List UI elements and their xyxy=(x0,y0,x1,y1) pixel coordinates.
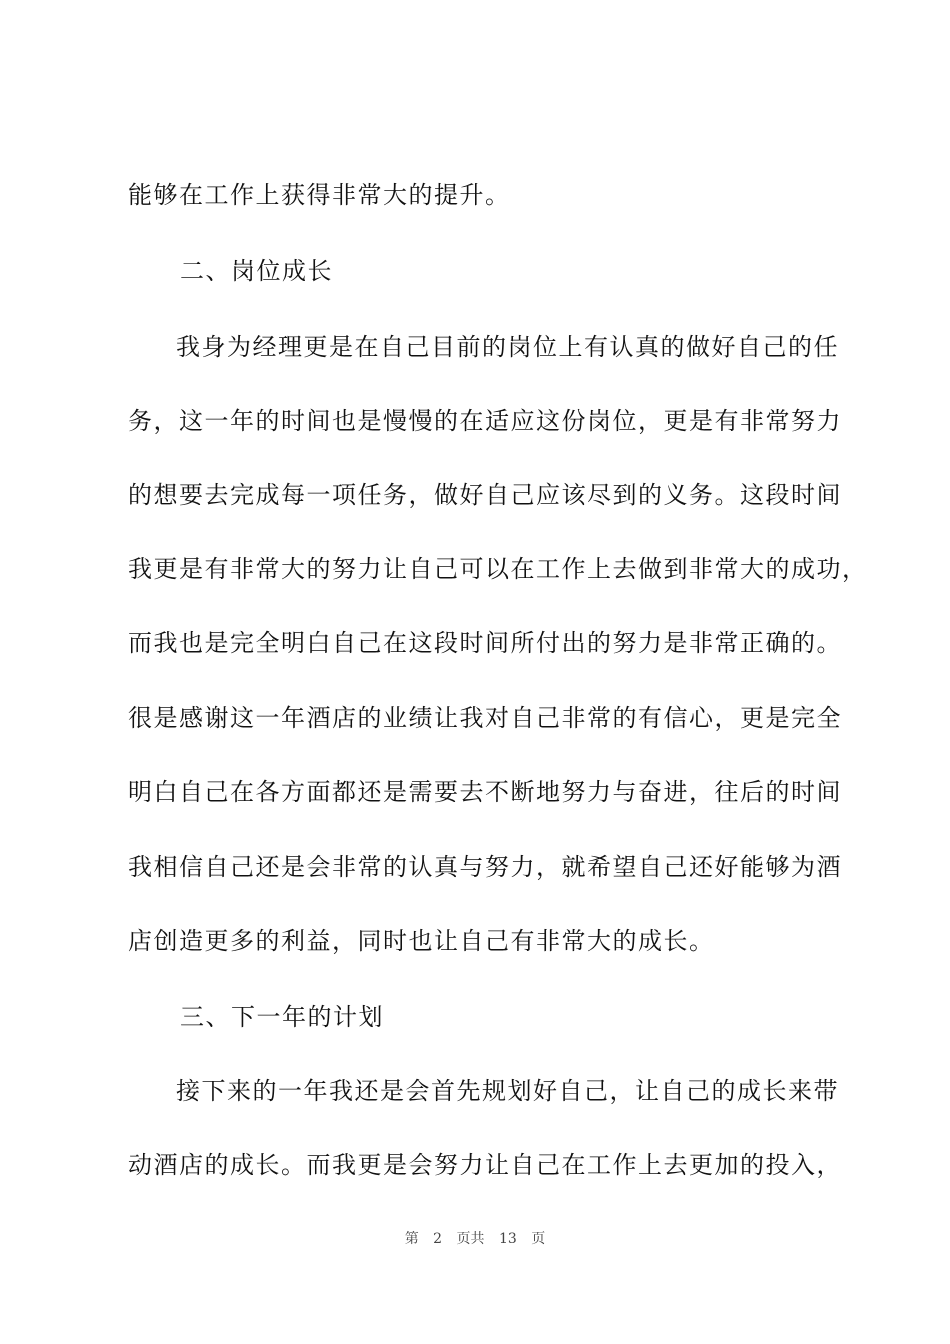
paragraph-line: 接下来的一年我还是会首先规划好自己，让自己的成长来带 xyxy=(176,1077,839,1105)
section-heading: 二、岗位成长 xyxy=(180,257,333,285)
paragraph-line: 明白自己在各方面都还是需要去不断地努力与奋进，往后的时间 xyxy=(128,778,842,806)
paragraph-line: 店创造更多的利益，同时也让自己有非常大的成长。 xyxy=(128,927,715,955)
paragraph-line: 能够在工作上获得非常大的提升。 xyxy=(128,181,511,209)
paragraph-line: 动酒店的成长。而我更是会努力让自己在工作上去更加的投入， xyxy=(128,1151,842,1179)
paragraph-line: 务，这一年的时间也是慢慢的在适应这份岗位，更是有非常努力 xyxy=(128,407,842,435)
paragraph-line: 的想要去完成每一项任务，做好自己应该尽到的义务。这段时间 xyxy=(128,481,842,509)
paragraph-line: 我相信自己还是会非常的认真与努力，就希望自己还好能够为酒 xyxy=(128,853,842,881)
section-heading: 三、下一年的计划 xyxy=(180,1003,384,1031)
paragraph-line: 很是感谢这一年酒店的业绩让我对自己非常的有信心，更是完全 xyxy=(128,704,842,732)
paragraph-line: 我身为经理更是在自己目前的岗位上有认真的做好自己的任 xyxy=(176,333,839,361)
paragraph-line: 而我也是完全明白自己在这段时间所付出的努力是非常正确的。 xyxy=(128,629,842,657)
paragraph-line: 我更是有非常大的努力让自己可以在工作上去做到非常大的成功， xyxy=(128,555,868,583)
page-number-footer: 第 2 页共 13 页 xyxy=(404,1231,546,1247)
